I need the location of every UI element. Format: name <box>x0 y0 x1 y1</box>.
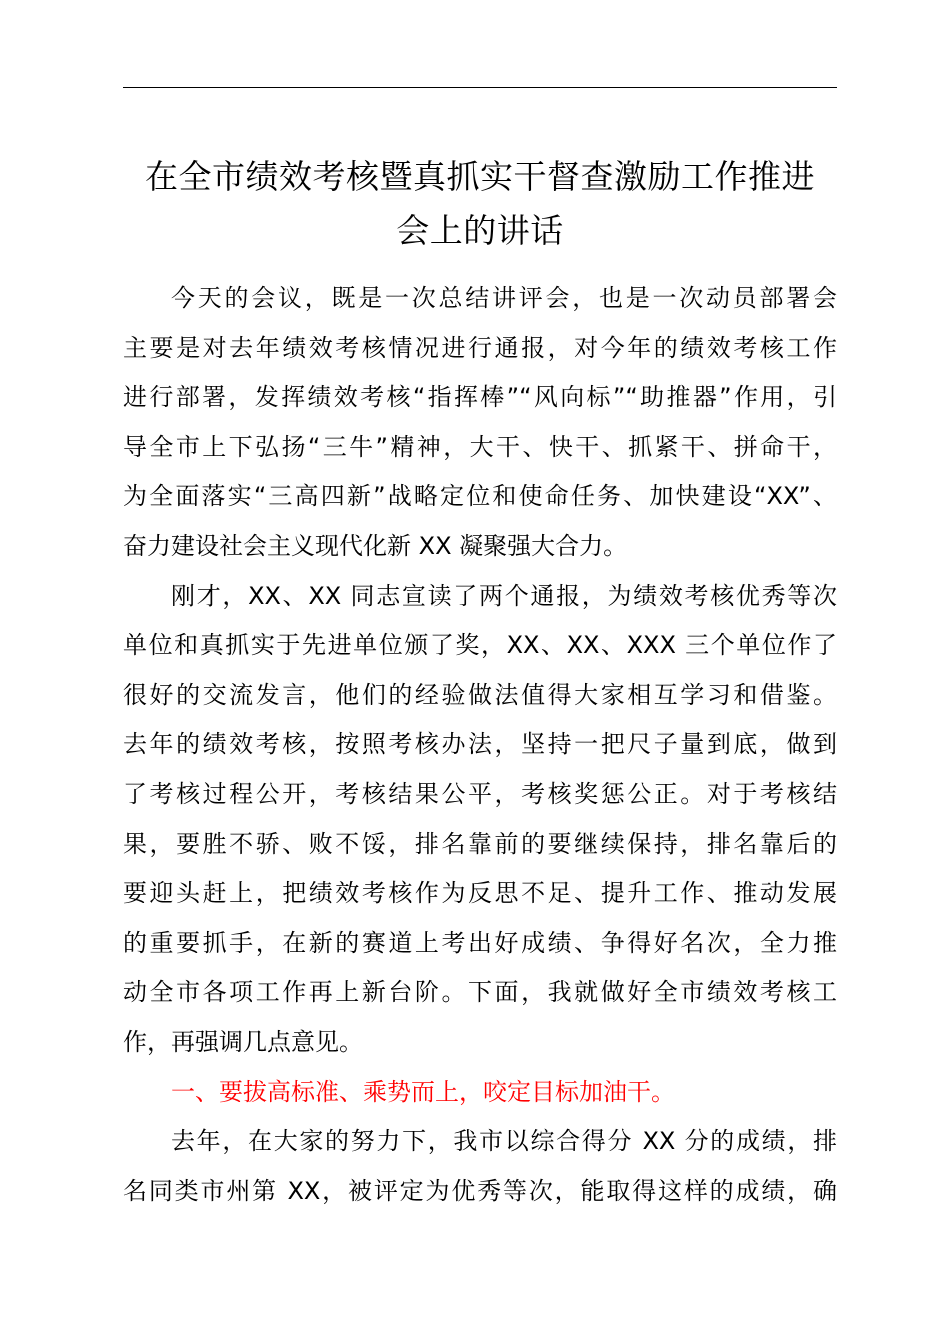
text-line: 主要是对去年绩效考核情况进行通报，对今年的绩效考核工作 <box>123 333 837 362</box>
text-line: 了考核过程公开，考核结果公平，考核奖惩公正。对于考核结 <box>123 779 837 808</box>
text-line: 为全面落实“三高四新”战略定位和使命任务、加快建设“XX”、 <box>123 482 837 511</box>
text-line: 的重要抓手，在新的赛道上考出好成绩、争得好名次，全力推 <box>123 928 837 957</box>
text-line: 名同类市州第 XX，被评定为优秀等次，能取得这样的成绩，确 <box>123 1176 837 1205</box>
text-line: 作，再强调几点意见。 <box>123 1027 363 1056</box>
paragraph-results <box>123 1117 837 1216</box>
text-line: 今天的会议，既是一次总结讲评会，也是一次动员部署会 <box>171 284 837 312</box>
section-heading: 一、要拔高标准、乘势而上，咬定目标加油干。 <box>171 1077 675 1106</box>
text-line: 很好的交流发言，他们的经验做法值得大家相互学习和借鉴。 <box>123 680 837 709</box>
paragraph-opening <box>123 274 837 572</box>
section-heading-1 <box>123 1068 837 1118</box>
text-line: 动全市各项工作再上新台阶。下面，我就做好全市绩效考核工 <box>123 978 837 1007</box>
title-line-1: 在全市绩效考核暨真抓实干督查激励工作推进 <box>145 157 815 196</box>
text-line: 刚才，XX、XX 同志宣读了两个通报，为绩效考核优秀等次 <box>171 581 837 610</box>
header-rule <box>123 87 837 88</box>
text-line: 奋力建设社会主义现代化新 XX 凝聚强大合力。 <box>123 531 628 560</box>
text-line: 单位和真抓实于先进单位颁了奖，XX、XX、XXX 三个单位作了 <box>123 631 837 660</box>
text-line: 去年，在大家的努力下，我市以综合得分 XX 分的成绩，排 <box>171 1127 837 1156</box>
text-line: 进行部署，发挥绩效考核“指挥棒”“风向标”“助推器”作用，引 <box>123 383 837 412</box>
document-title <box>110 150 850 258</box>
title-line-2: 会上的讲话 <box>396 211 564 250</box>
text-line: 导全市上下弘扬“三牛”精神，大干、快干、抓紧干、拼命干， <box>123 432 837 461</box>
text-line: 果，要胜不骄、败不馁，排名靠前的要继续保持，排名靠后的 <box>123 829 837 858</box>
document-body <box>123 274 837 1216</box>
paragraph-review <box>123 572 837 1068</box>
text-line: 去年的绩效考核，按照考核办法，坚持一把尺子量到底，做到 <box>123 730 837 759</box>
text-line: 要迎头赶上，把绩效考核作为反思不足、提升工作、推动发展 <box>123 879 837 908</box>
